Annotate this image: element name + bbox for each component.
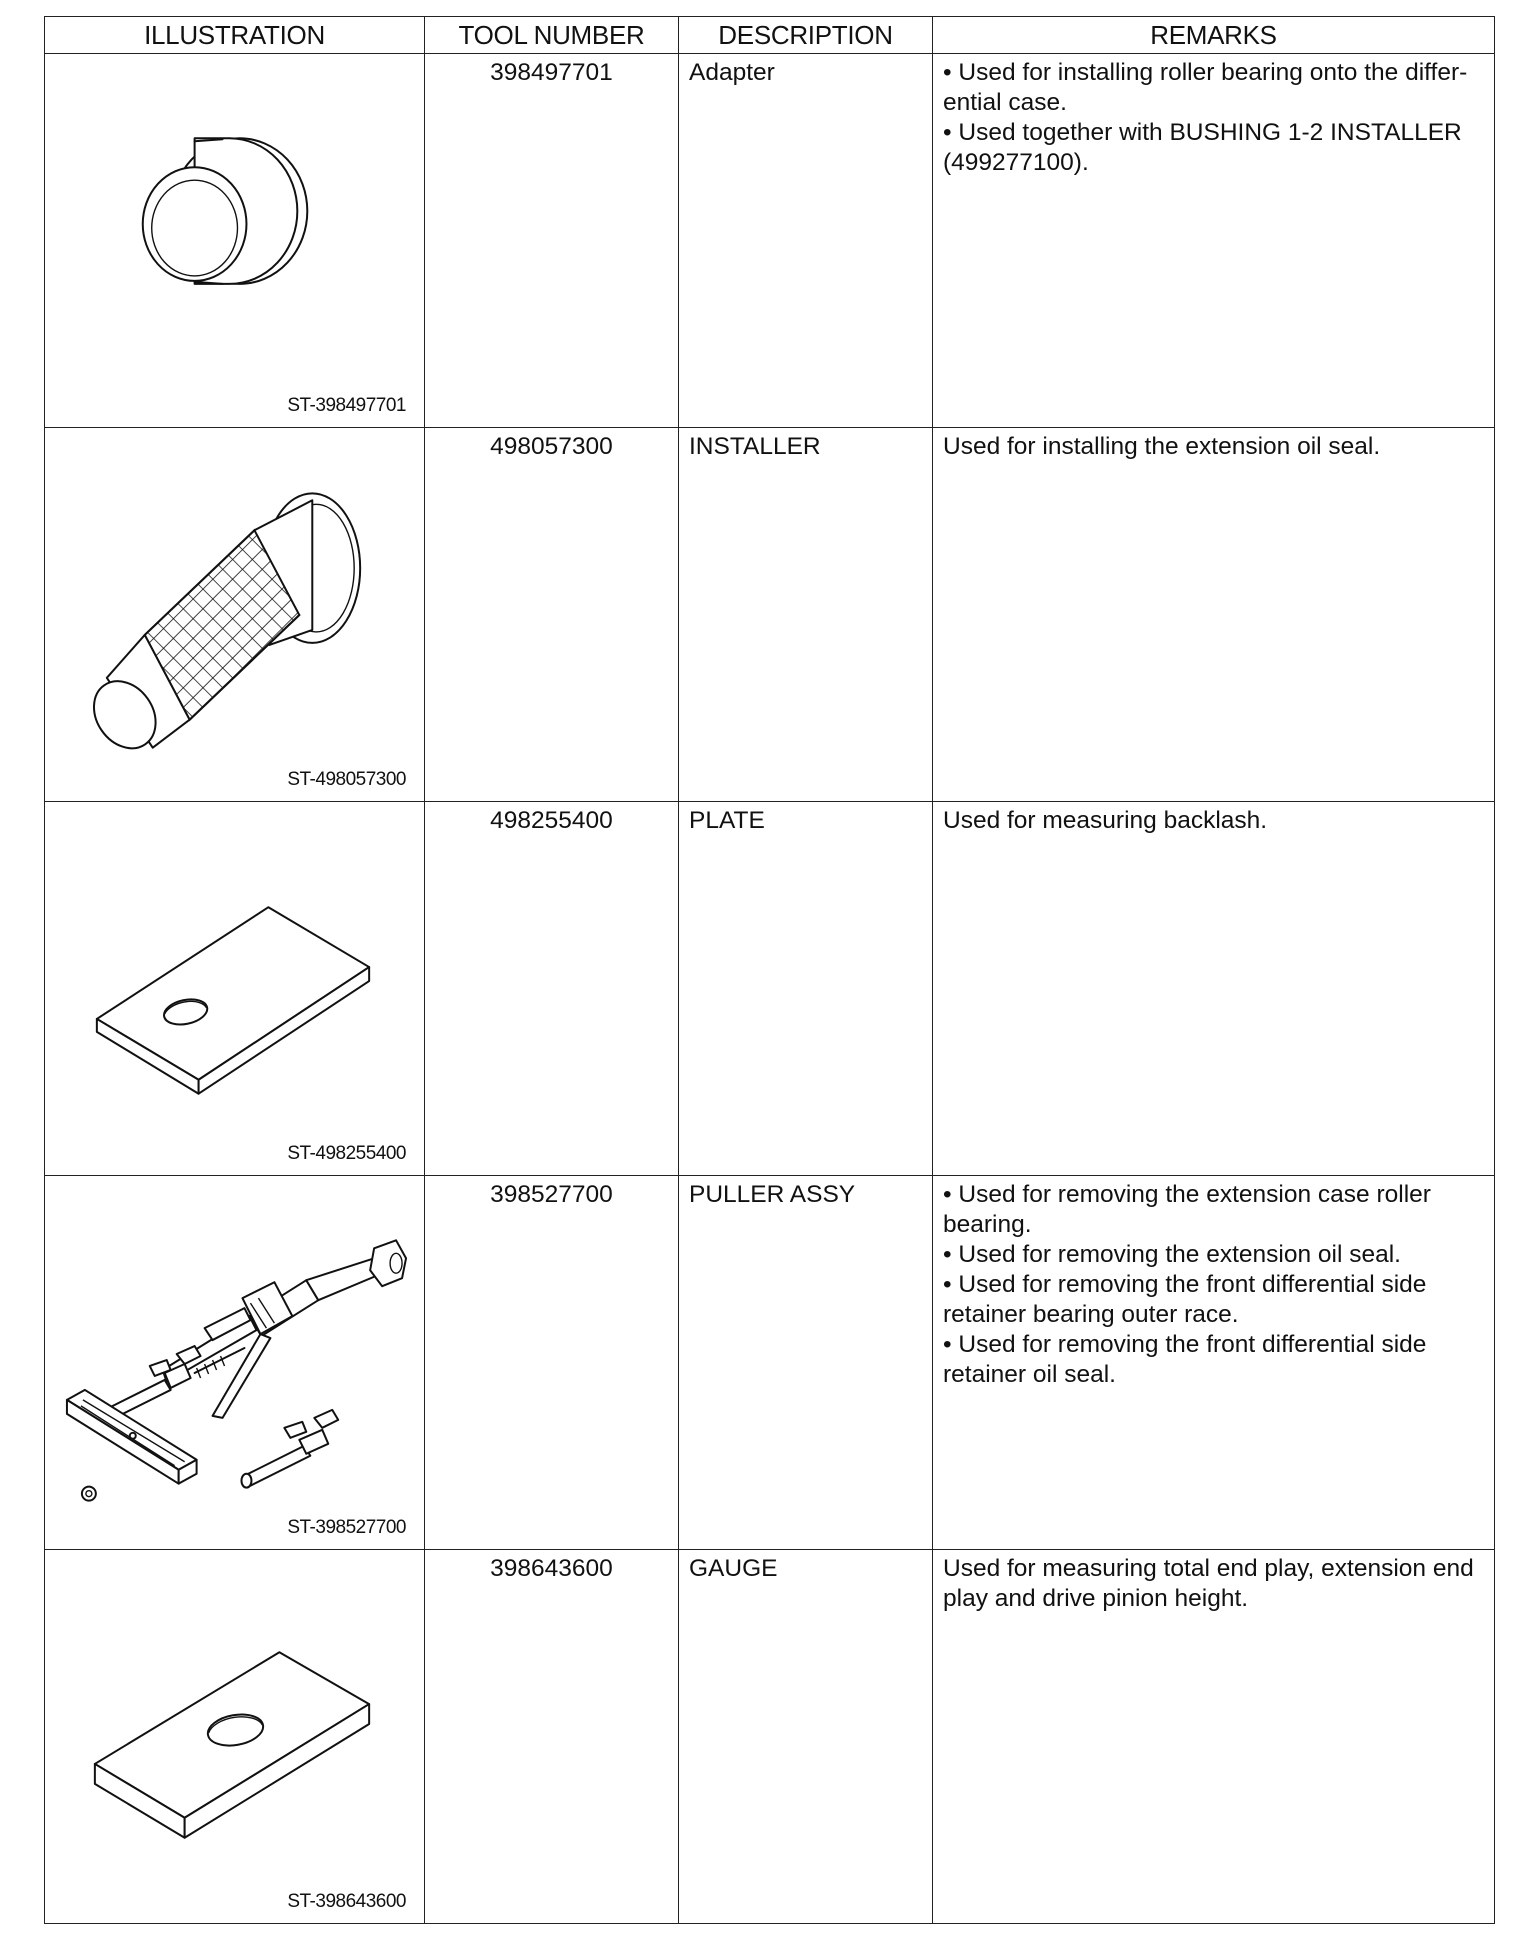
illustration-cell <box>45 428 425 802</box>
remarks <box>933 1550 1495 1924</box>
remarks <box>933 54 1495 428</box>
remark-line: • Used for installing roller bearing onto the differ- <box>943 59 1468 86</box>
illustration-cell <box>45 1550 425 1924</box>
plate-drawing-icon <box>45 802 424 1175</box>
tool-number: 398643600 <box>425 1550 679 1924</box>
tool-number: 498057300 <box>425 428 679 802</box>
remark-line: Used for installing the extension oil seal. <box>943 433 1381 460</box>
remark-line: retainer bearing outer race. <box>943 1301 1239 1328</box>
remark-line: • Used for removing the extension oil seal. <box>943 1241 1401 1268</box>
installer-drawing-icon <box>45 428 424 801</box>
remarks <box>933 428 1495 802</box>
remarks <box>933 1176 1495 1550</box>
table-row <box>45 1176 1495 1550</box>
remark-line: • Used for removing the front differential side <box>943 1271 1427 1298</box>
remark-line: bearing. <box>943 1211 1032 1238</box>
illustration-cell <box>45 54 425 428</box>
illustration-cell <box>45 802 425 1176</box>
remark-line: Used for measuring total end play, extension end <box>943 1555 1474 1582</box>
header-illustration: ILLUSTRATION <box>45 17 425 54</box>
illustration-code: ST-398497701 <box>287 395 406 416</box>
special-tools-table <box>44 16 1495 1924</box>
adapter-drawing-icon <box>45 54 424 427</box>
illustration-cell <box>45 1176 425 1550</box>
tool-number: 398527700 <box>425 1176 679 1550</box>
remark-line: • Used together with BUSHING 1-2 INSTALLER <box>943 119 1462 146</box>
remark-line: • Used for removing the front differential side <box>943 1331 1427 1358</box>
illustration-code: ST-498057300 <box>287 769 406 790</box>
remarks <box>933 802 1495 1176</box>
tool-number: 498255400 <box>425 802 679 1176</box>
gauge-drawing-icon <box>45 1550 424 1923</box>
remark-line: retainer oil seal. <box>943 1361 1116 1388</box>
description: GAUGE <box>679 1550 933 1924</box>
remark-line: (499277100). <box>943 149 1089 176</box>
tool-number: 398497701 <box>425 54 679 428</box>
table-row <box>45 428 1495 802</box>
description: INSTALLER <box>679 428 933 802</box>
table-row <box>45 802 1495 1176</box>
description: PULLER ASSY <box>679 1176 933 1550</box>
table-row <box>45 1550 1495 1924</box>
header-description: DESCRIPTION <box>679 17 933 54</box>
illustration-code: ST-498255400 <box>287 1143 406 1164</box>
remark-line: Used for measuring backlash. <box>943 807 1268 834</box>
remark-line: • Used for removing the extension case roller <box>943 1181 1431 1208</box>
description: Adapter <box>679 54 933 428</box>
header-remarks: REMARKS <box>933 17 1495 54</box>
puller-assy-drawing-icon <box>45 1176 424 1549</box>
header-tool-number: TOOL NUMBER <box>425 17 679 54</box>
description: PLATE <box>679 802 933 1176</box>
illustration-code: ST-398527700 <box>287 1517 406 1538</box>
illustration-code: ST-398643600 <box>287 1891 406 1912</box>
header-row <box>45 17 1495 54</box>
remark-line: play and drive pinion height. <box>943 1585 1249 1612</box>
table-row <box>45 54 1495 428</box>
remark-line: ential case. <box>943 89 1067 116</box>
